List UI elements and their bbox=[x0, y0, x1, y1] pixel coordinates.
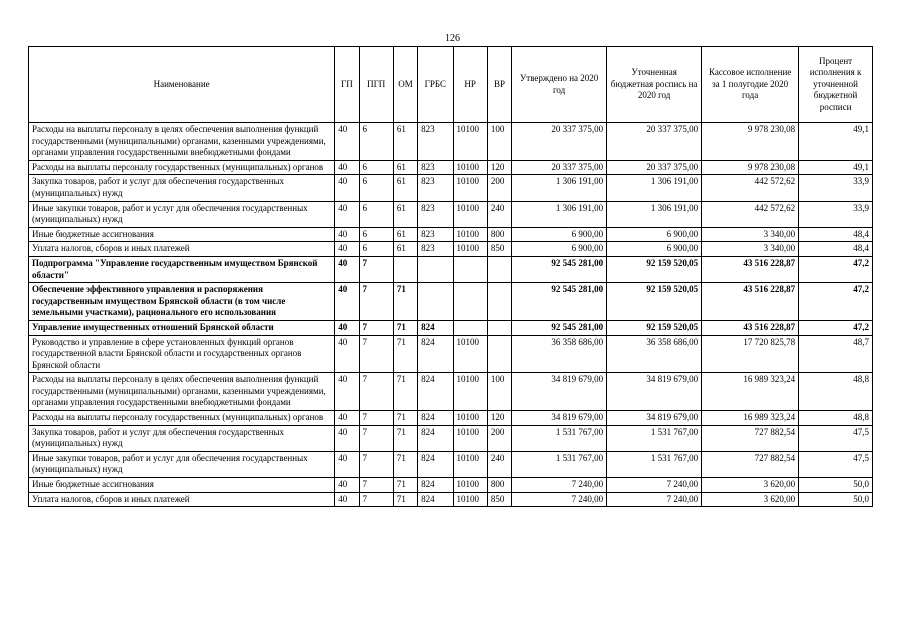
cell-grbs: 823 bbox=[418, 201, 453, 227]
cell-percent: 48,7 bbox=[799, 335, 873, 373]
cell-cash: 727 882,54 bbox=[702, 425, 799, 451]
cell-percent: 49,1 bbox=[799, 123, 873, 161]
cell-ppgp: 7 bbox=[359, 373, 393, 411]
cell-name: Расходы на выплаты персоналу в целях обеспечения выполнения функций государственными (муниципальными) органами, казенными учреждениями, органами управления государственными внебюджетными фондами bbox=[29, 373, 335, 411]
cell-cash: 17 720 825,78 bbox=[702, 335, 799, 373]
cell-refined: 1 306 191,00 bbox=[607, 201, 702, 227]
cell-om: 71 bbox=[393, 373, 417, 411]
table-row bbox=[29, 478, 873, 493]
cell-cash: 43 516 228,87 bbox=[702, 320, 799, 335]
cell-gp: 40 bbox=[335, 320, 359, 335]
cell-vr: 800 bbox=[487, 227, 511, 242]
cell-approved: 7 240,00 bbox=[512, 492, 607, 507]
cell-ppgp: 6 bbox=[359, 160, 393, 175]
cell-grbs: 823 bbox=[418, 160, 453, 175]
cell-grbs: 824 bbox=[418, 411, 453, 426]
cell-cash: 43 516 228,87 bbox=[702, 283, 799, 321]
table-row bbox=[29, 492, 873, 507]
header-name: Наименование bbox=[29, 47, 335, 123]
cell-grbs bbox=[418, 283, 453, 321]
header-gp: ГП bbox=[335, 47, 359, 123]
cell-approved: 20 337 375,00 bbox=[512, 123, 607, 161]
cell-np: 10100 bbox=[453, 478, 487, 493]
cell-gp: 40 bbox=[335, 373, 359, 411]
cell-cash: 3 620,00 bbox=[702, 492, 799, 507]
cell-gp: 40 bbox=[335, 242, 359, 257]
cell-percent: 48,8 bbox=[799, 411, 873, 426]
cell-om: 61 bbox=[393, 123, 417, 161]
cell-percent: 49,1 bbox=[799, 160, 873, 175]
cell-name: Закупка товаров, работ и услуг для обеспечения государственных (муниципальных) нужд bbox=[29, 175, 335, 201]
cell-grbs: 824 bbox=[418, 373, 453, 411]
cell-np bbox=[453, 256, 487, 282]
cell-percent: 48,4 bbox=[799, 227, 873, 242]
cell-ppgp: 7 bbox=[359, 425, 393, 451]
cell-grbs: 824 bbox=[418, 451, 453, 477]
cell-approved: 92 545 281,00 bbox=[512, 256, 607, 282]
cell-np: 10100 bbox=[453, 373, 487, 411]
cell-grbs: 824 bbox=[418, 320, 453, 335]
cell-vr: 200 bbox=[487, 425, 511, 451]
cell-ppgp: 6 bbox=[359, 123, 393, 161]
table-row bbox=[29, 335, 873, 373]
cell-approved: 6 900,00 bbox=[512, 242, 607, 257]
cell-grbs: 824 bbox=[418, 335, 453, 373]
budget-table bbox=[28, 46, 873, 507]
cell-np: 10100 bbox=[453, 335, 487, 373]
cell-name: Уплата налогов, сборов и иных платежей bbox=[29, 242, 335, 257]
cell-cash: 16 989 323,24 bbox=[702, 411, 799, 426]
cell-gp: 40 bbox=[335, 335, 359, 373]
header-refined: Уточненная бюджетная роспись на 2020 год bbox=[607, 47, 702, 123]
cell-approved: 36 358 686,00 bbox=[512, 335, 607, 373]
cell-cash: 3 340,00 bbox=[702, 227, 799, 242]
header-ppgp: ПГП bbox=[359, 47, 393, 123]
cell-refined: 20 337 375,00 bbox=[607, 160, 702, 175]
cell-refined: 1 306 191,00 bbox=[607, 175, 702, 201]
cell-np: 10100 bbox=[453, 242, 487, 257]
cell-approved: 1 531 767,00 bbox=[512, 425, 607, 451]
header-cash: Кассовое исполнение за 1 полугодие 2020 года bbox=[702, 47, 799, 123]
cell-name: Закупка товаров, работ и услуг для обеспечения государственных (муниципальных) нужд bbox=[29, 425, 335, 451]
cell-name: Обеспечение эффективного управления и распоряжения государственным имуществом Брянской области (в том числе земельными участками), рационального его использования bbox=[29, 283, 335, 321]
table-row bbox=[29, 373, 873, 411]
cell-gp: 40 bbox=[335, 478, 359, 493]
cell-grbs: 823 bbox=[418, 123, 453, 161]
cell-name: Иные закупки товаров, работ и услуг для обеспечения государственных (муниципальных) нужд bbox=[29, 451, 335, 477]
cell-ppgp: 7 bbox=[359, 451, 393, 477]
cell-cash: 442 572,62 bbox=[702, 201, 799, 227]
cell-name: Расходы на выплаты персоналу в целях обеспечения выполнения функций государственными (муниципальными) органами, казенными учреждениями, органами управления государственными внебюджетными фондами bbox=[29, 123, 335, 161]
cell-name: Расходы на выплаты персоналу государственных (муниципальных) органов bbox=[29, 160, 335, 175]
cell-om: 61 bbox=[393, 175, 417, 201]
cell-approved: 1 306 191,00 bbox=[512, 201, 607, 227]
cell-cash: 9 978 230,08 bbox=[702, 123, 799, 161]
cell-vr bbox=[487, 283, 511, 321]
cell-refined: 34 819 679,00 bbox=[607, 411, 702, 426]
cell-refined: 92 159 520,05 bbox=[607, 283, 702, 321]
cell-refined: 7 240,00 bbox=[607, 492, 702, 507]
cell-percent: 50,0 bbox=[799, 492, 873, 507]
cell-grbs: 823 bbox=[418, 175, 453, 201]
cell-refined: 1 531 767,00 bbox=[607, 425, 702, 451]
cell-ppgp: 6 bbox=[359, 201, 393, 227]
cell-approved: 1 306 191,00 bbox=[512, 175, 607, 201]
cell-vr: 850 bbox=[487, 492, 511, 507]
cell-approved: 6 900,00 bbox=[512, 227, 607, 242]
cell-gp: 40 bbox=[335, 411, 359, 426]
cell-grbs: 824 bbox=[418, 425, 453, 451]
cell-refined: 7 240,00 bbox=[607, 478, 702, 493]
table-row bbox=[29, 451, 873, 477]
cell-percent: 50,0 bbox=[799, 478, 873, 493]
header-vr: ВР bbox=[487, 47, 511, 123]
cell-cash: 3 340,00 bbox=[702, 242, 799, 257]
cell-percent: 47,2 bbox=[799, 256, 873, 282]
cell-om: 61 bbox=[393, 160, 417, 175]
cell-vr: 120 bbox=[487, 411, 511, 426]
cell-approved: 20 337 375,00 bbox=[512, 160, 607, 175]
cell-om: 61 bbox=[393, 201, 417, 227]
cell-cash: 3 620,00 bbox=[702, 478, 799, 493]
table-header-row bbox=[29, 47, 873, 123]
cell-refined: 92 159 520,05 bbox=[607, 320, 702, 335]
table-row bbox=[29, 425, 873, 451]
cell-gp: 40 bbox=[335, 451, 359, 477]
cell-np: 10100 bbox=[453, 123, 487, 161]
cell-om: 61 bbox=[393, 242, 417, 257]
cell-vr: 100 bbox=[487, 123, 511, 161]
cell-om: 71 bbox=[393, 411, 417, 426]
cell-vr: 800 bbox=[487, 478, 511, 493]
table-row bbox=[29, 283, 873, 321]
cell-refined: 1 531 767,00 bbox=[607, 451, 702, 477]
table-row bbox=[29, 256, 873, 282]
cell-gp: 40 bbox=[335, 201, 359, 227]
cell-gp: 40 bbox=[335, 283, 359, 321]
cell-ppgp: 7 bbox=[359, 256, 393, 282]
cell-gp: 40 bbox=[335, 492, 359, 507]
table-row bbox=[29, 320, 873, 335]
cell-om: 71 bbox=[393, 335, 417, 373]
table-row bbox=[29, 160, 873, 175]
cell-ppgp: 6 bbox=[359, 227, 393, 242]
cell-gp: 40 bbox=[335, 160, 359, 175]
cell-np: 10100 bbox=[453, 160, 487, 175]
cell-np bbox=[453, 283, 487, 321]
cell-name: Руководство и управление в сфере установленных функций органов государственной власти Брянской области и государственных органов Брянской области bbox=[29, 335, 335, 373]
cell-om: 71 bbox=[393, 320, 417, 335]
cell-np bbox=[453, 320, 487, 335]
cell-percent: 47,5 bbox=[799, 425, 873, 451]
cell-grbs: 824 bbox=[418, 492, 453, 507]
cell-percent: 48,8 bbox=[799, 373, 873, 411]
cell-om: 71 bbox=[393, 478, 417, 493]
cell-np: 10100 bbox=[453, 492, 487, 507]
cell-ppgp: 7 bbox=[359, 492, 393, 507]
cell-vr bbox=[487, 335, 511, 373]
cell-name: Расходы на выплаты персоналу государственных (муниципальных) органов bbox=[29, 411, 335, 426]
cell-approved: 34 819 679,00 bbox=[512, 411, 607, 426]
cell-percent: 47,5 bbox=[799, 451, 873, 477]
cell-grbs: 823 bbox=[418, 227, 453, 242]
cell-vr bbox=[487, 320, 511, 335]
cell-percent: 33,9 bbox=[799, 201, 873, 227]
cell-percent: 47,2 bbox=[799, 320, 873, 335]
table-row bbox=[29, 201, 873, 227]
cell-approved: 1 531 767,00 bbox=[512, 451, 607, 477]
cell-approved: 92 545 281,00 bbox=[512, 320, 607, 335]
cell-gp: 40 bbox=[335, 425, 359, 451]
cell-refined: 20 337 375,00 bbox=[607, 123, 702, 161]
cell-name: Уплата налогов, сборов и иных платежей bbox=[29, 492, 335, 507]
cell-np: 10100 bbox=[453, 425, 487, 451]
cell-om: 71 bbox=[393, 451, 417, 477]
cell-ppgp: 7 bbox=[359, 320, 393, 335]
table-body bbox=[29, 123, 873, 507]
cell-name: Иные бюджетные ассигнования bbox=[29, 478, 335, 493]
cell-grbs bbox=[418, 256, 453, 282]
cell-vr: 120 bbox=[487, 160, 511, 175]
table-row bbox=[29, 123, 873, 161]
cell-ppgp: 6 bbox=[359, 242, 393, 257]
cell-grbs: 824 bbox=[418, 478, 453, 493]
cell-om: 71 bbox=[393, 283, 417, 321]
cell-np: 10100 bbox=[453, 227, 487, 242]
cell-np: 10100 bbox=[453, 201, 487, 227]
cell-np: 10100 bbox=[453, 411, 487, 426]
cell-om: 71 bbox=[393, 492, 417, 507]
cell-cash: 16 989 323,24 bbox=[702, 373, 799, 411]
cell-vr: 240 bbox=[487, 451, 511, 477]
cell-name: Иные бюджетные ассигнования bbox=[29, 227, 335, 242]
page-number: 126 bbox=[445, 33, 460, 44]
cell-approved: 34 819 679,00 bbox=[512, 373, 607, 411]
table-row bbox=[29, 411, 873, 426]
cell-vr bbox=[487, 256, 511, 282]
cell-refined: 36 358 686,00 bbox=[607, 335, 702, 373]
table-row bbox=[29, 227, 873, 242]
cell-np: 10100 bbox=[453, 175, 487, 201]
cell-om bbox=[393, 256, 417, 282]
header-om: ОМ bbox=[393, 47, 417, 123]
cell-percent: 33,9 bbox=[799, 175, 873, 201]
cell-vr: 200 bbox=[487, 175, 511, 201]
cell-om: 71 bbox=[393, 425, 417, 451]
cell-percent: 48,4 bbox=[799, 242, 873, 257]
cell-cash: 43 516 228,87 bbox=[702, 256, 799, 282]
cell-refined: 92 159 520,05 bbox=[607, 256, 702, 282]
cell-vr: 240 bbox=[487, 201, 511, 227]
cell-np: 10100 bbox=[453, 451, 487, 477]
cell-refined: 6 900,00 bbox=[607, 227, 702, 242]
cell-vr: 850 bbox=[487, 242, 511, 257]
cell-cash: 727 882,54 bbox=[702, 451, 799, 477]
cell-ppgp: 7 bbox=[359, 478, 393, 493]
cell-grbs: 823 bbox=[418, 242, 453, 257]
cell-gp: 40 bbox=[335, 256, 359, 282]
cell-cash: 9 978 230,08 bbox=[702, 160, 799, 175]
header-np: НР bbox=[453, 47, 487, 123]
table-row bbox=[29, 242, 873, 257]
cell-cash: 442 572,62 bbox=[702, 175, 799, 201]
cell-ppgp: 7 bbox=[359, 283, 393, 321]
cell-approved: 92 545 281,00 bbox=[512, 283, 607, 321]
cell-gp: 40 bbox=[335, 175, 359, 201]
cell-name: Подпрограмма "Управление государственным имуществом Брянской области" bbox=[29, 256, 335, 282]
header-approved: Утверждено на 2020 год bbox=[512, 47, 607, 123]
cell-gp: 40 bbox=[335, 227, 359, 242]
cell-gp: 40 bbox=[335, 123, 359, 161]
cell-ppgp: 7 bbox=[359, 335, 393, 373]
table-row bbox=[29, 175, 873, 201]
cell-name: Управление имущественных отношений Брянской области bbox=[29, 320, 335, 335]
cell-name: Иные закупки товаров, работ и услуг для обеспечения государственных (муниципальных) нужд bbox=[29, 201, 335, 227]
cell-refined: 34 819 679,00 bbox=[607, 373, 702, 411]
cell-percent: 47,2 bbox=[799, 283, 873, 321]
header-grbs: ГРБС bbox=[418, 47, 453, 123]
cell-vr: 100 bbox=[487, 373, 511, 411]
header-percent: Процент исполнения к уточненной бюджетной росписи bbox=[799, 47, 873, 123]
cell-refined: 6 900,00 bbox=[607, 242, 702, 257]
cell-ppgp: 7 bbox=[359, 411, 393, 426]
cell-approved: 7 240,00 bbox=[512, 478, 607, 493]
cell-ppgp: 6 bbox=[359, 175, 393, 201]
cell-om: 61 bbox=[393, 227, 417, 242]
